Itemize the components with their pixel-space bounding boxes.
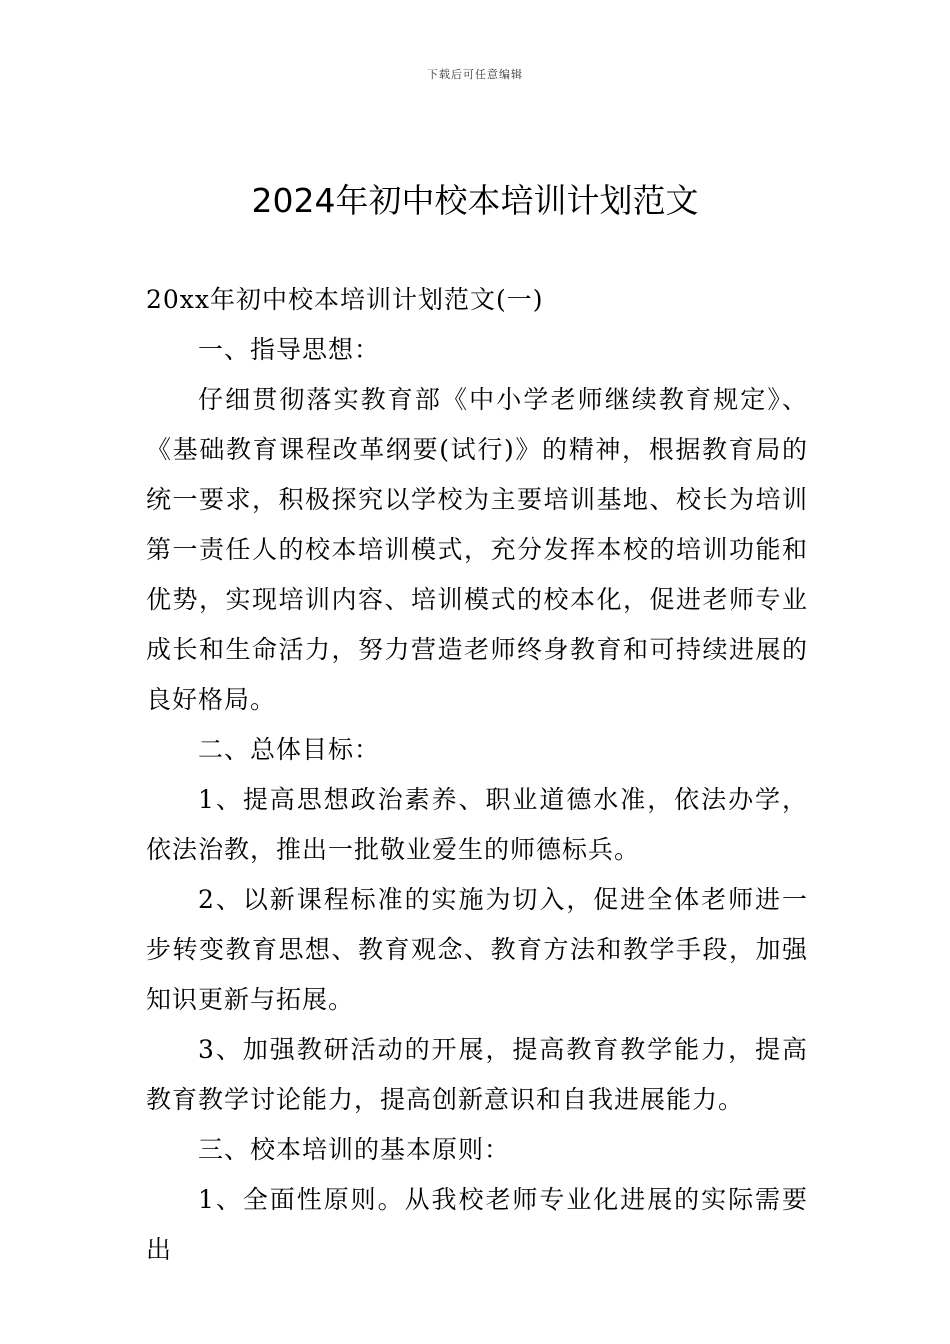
section-heading-overall-goals: 二、总体目标： xyxy=(198,735,381,764)
paragraph-goal-1: 1、提高思想政治素养、职业道德水准，依法办学，依法治教，推出一批敬业爱生的师德标兵。 xyxy=(146,785,808,864)
header-note: 下载后可任意编辑 xyxy=(427,68,523,81)
paragraph-subtitle: 20xx年初中校本培训计划范文(一) xyxy=(146,285,544,314)
section-heading-basic-principles: 三、校本培训的基本原则： xyxy=(198,1135,511,1164)
document-body xyxy=(146,275,808,1275)
paragraph-goal-2: 2、以新课程标准的实施为切入，促进全体老师进一步转变教育思想、教育观念、教育方法和教学手段，加强知识更新与拓展。 xyxy=(146,885,808,1014)
section-heading-guiding-ideology: 一、指导思想： xyxy=(198,335,381,364)
paragraph-principle-1: 1、全面性原则。从我校老师专业化进展的实际需要出 xyxy=(146,1185,808,1264)
paragraph-guiding-ideology: 仔细贯彻落实教育部《中小学老师继续教育规定》、《基础教育课程改革纲要(试行)》的精神，根据教育局的统一要求，积极探究以学校为主要培训基地、校长为培训第一责任人的校本培训模式，充分发挥本校的培训功能和优势，实现培训内容、培训模式的校本化，促进老师专业成长和生命活力，努力营造老师终身教育和可持续进展的良好格局。 xyxy=(146,385,808,714)
document-title: 2024年初中校本培训计划范文 xyxy=(251,181,699,220)
paragraph-goal-3: 3、加强教研活动的开展，提高教育教学能力，提高教育教学讨论能力，提高创新意识和自我进展能力。 xyxy=(146,1035,808,1114)
